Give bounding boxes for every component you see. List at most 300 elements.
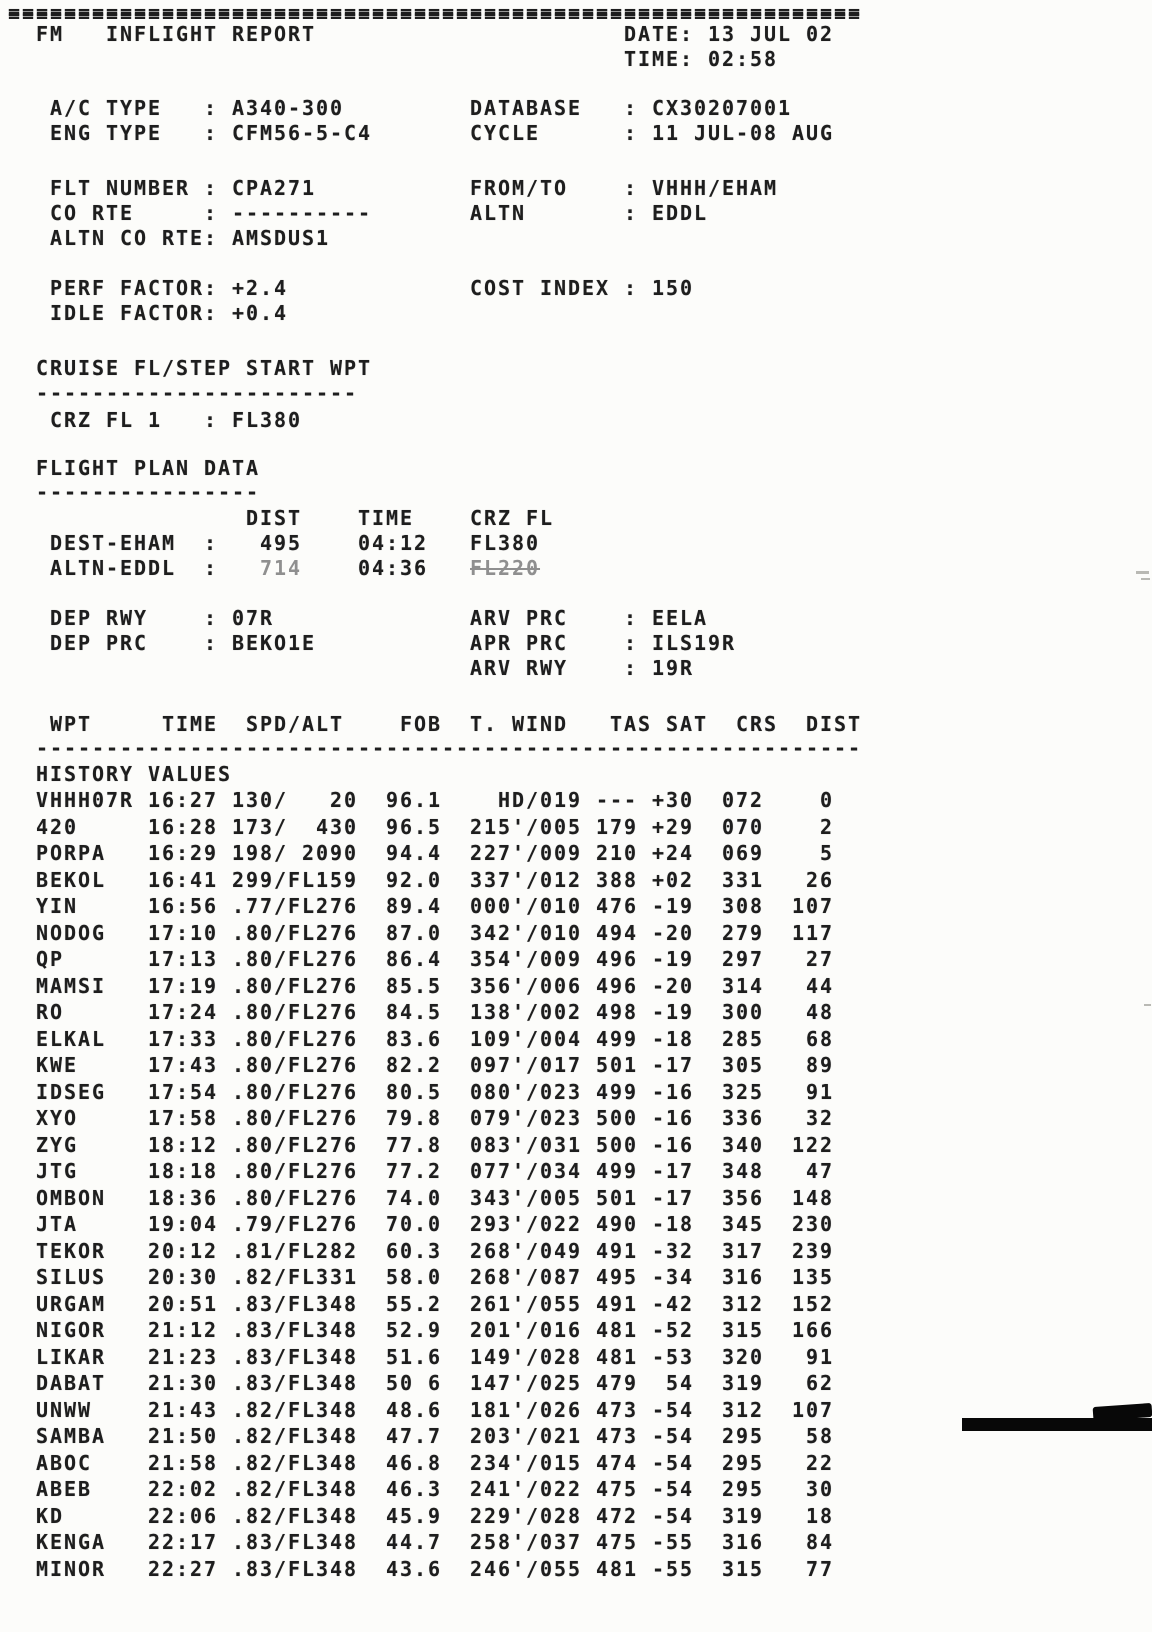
cell-sat: +02 <box>638 867 695 892</box>
cell-time: 20:30 <box>148 1265 219 1289</box>
cell-wind: 083'/031 <box>442 1132 583 1157</box>
cell-dist: 84 <box>764 1530 835 1554</box>
cell-tas: 491 <box>582 1238 639 1263</box>
cell-sat: -42 <box>638 1291 695 1316</box>
cell-wind: 261'/055 <box>442 1291 583 1316</box>
top-rule: ============================================================= <box>8 0 863 24</box>
cell-crs: 069 <box>694 841 765 865</box>
cell-time: 17:19 <box>148 973 219 998</box>
waypoint-row <box>0 1186 1152 1213</box>
cell-spdalt: 130/ 20 <box>218 788 359 812</box>
cell-wpt: PORPA <box>36 841 107 865</box>
print-line <box>0 96 1152 121</box>
cell-time: 22:06 <box>148 1503 219 1528</box>
cell-sat: -54 <box>638 1477 695 1501</box>
cell-sat: -16 <box>638 1106 695 1130</box>
print-line <box>0 276 1152 301</box>
cell-wpt: KWE <box>36 1053 79 1077</box>
print-line <box>0 456 1152 481</box>
cell-fob: 85.5 <box>358 973 443 998</box>
cell-spdalt: .82/FL331 <box>218 1265 359 1289</box>
cell-spdalt: .80/FL276 <box>218 920 359 945</box>
cell-tas: 496 <box>582 973 639 998</box>
cell-sat: -17 <box>638 1185 695 1210</box>
cell-time: 21:43 <box>148 1397 219 1422</box>
date-label: DATE: <box>624 22 695 46</box>
identification-right-param: DATABASE : CX30207001 <box>470 96 793 120</box>
cell-spdalt: .80/FL276 <box>218 947 359 971</box>
flight-plan-heading: FLIGHT PLAN DATA <box>36 456 261 480</box>
cell-crs: 348 <box>694 1159 765 1183</box>
wpt-table-col-sat: SAT <box>666 712 709 736</box>
cell-wind: 246'/055 <box>442 1556 583 1581</box>
cell-spdalt: .82/FL348 <box>218 1477 359 1501</box>
cell-fob: 92.0 <box>358 867 443 892</box>
cell-time: 18:36 <box>148 1185 219 1210</box>
cell-wind: 343'/005 <box>442 1185 583 1210</box>
fp-time: 04:12 <box>358 531 429 555</box>
waypoint-row <box>0 1504 1152 1531</box>
factors-right-param: COST INDEX : 150 <box>470 276 695 300</box>
cell-sat: -19 <box>638 894 695 918</box>
cell-dist: 122 <box>764 1132 835 1157</box>
cell-dist: 18 <box>764 1503 835 1528</box>
cell-dist: 135 <box>764 1265 835 1289</box>
runways-right-param: APR PRC : ILS19R <box>470 631 737 655</box>
cell-sat: -16 <box>638 1079 695 1104</box>
fp-label: DEST-EHAM : <box>50 531 219 555</box>
cell-dist: 22 <box>764 1450 835 1475</box>
cell-sat: +30 <box>638 788 695 812</box>
route-right-param: FROM/TO : VHHH/EHAM <box>470 176 779 200</box>
cell-crs: 315 <box>694 1556 765 1581</box>
cell-wpt: ZYG <box>36 1132 79 1157</box>
cell-tas: 499 <box>582 1026 639 1051</box>
cell-sat: -17 <box>638 1053 695 1077</box>
cell-fob: 58.0 <box>358 1265 443 1289</box>
cell-wpt: RO <box>36 1000 65 1024</box>
cell-time: 16:41 <box>148 867 219 892</box>
waypoint-row <box>0 1212 1152 1239</box>
date-value: 13 JUL 02 <box>708 22 835 46</box>
cell-time: 21:23 <box>148 1344 219 1369</box>
cell-wind: 268'/087 <box>442 1265 583 1289</box>
cell-tas: 473 <box>582 1424 639 1448</box>
cell-spdalt: .83/FL348 <box>218 1318 359 1342</box>
cell-tas: 496 <box>582 947 639 971</box>
print-line <box>0 47 1152 72</box>
cell-crs: 340 <box>694 1132 765 1157</box>
cell-spdalt: .80/FL276 <box>218 1000 359 1024</box>
waypoint-row <box>0 1424 1152 1451</box>
cell-time: 21:58 <box>148 1450 219 1475</box>
cell-wpt: NODOG <box>36 920 107 945</box>
cell-fob: 77.8 <box>358 1132 443 1157</box>
cell-wind: 241'/022 <box>442 1477 583 1501</box>
fp-dist: 495 <box>232 531 303 555</box>
waypoint-row <box>0 1477 1152 1504</box>
cell-fob: 45.9 <box>358 1503 443 1528</box>
cell-wpt: UNWW <box>36 1397 93 1422</box>
cell-fob: 43.6 <box>358 1556 443 1581</box>
cell-tas: 499 <box>582 1079 639 1104</box>
cell-wind: 109'/004 <box>442 1026 583 1051</box>
cell-fob: 47.7 <box>358 1424 443 1448</box>
cruise-param: CRZ FL 1 : FL380 <box>50 408 303 432</box>
cell-crs: 345 <box>694 1212 765 1236</box>
runways-left-param: DEP RWY : 07R <box>50 606 275 630</box>
cell-spdalt: .83/FL348 <box>218 1344 359 1369</box>
cell-dist: 152 <box>764 1291 835 1316</box>
cell-spdalt: .83/FL348 <box>218 1530 359 1554</box>
cell-dist: 48 <box>764 1000 835 1024</box>
cell-dist: 32 <box>764 1106 835 1130</box>
cell-wind: 356'/006 <box>442 973 583 998</box>
cell-time: 22:27 <box>148 1556 219 1581</box>
cell-wpt: SILUS <box>36 1265 107 1289</box>
cell-fob: 80.5 <box>358 1079 443 1104</box>
cell-fob: 89.4 <box>358 894 443 918</box>
cell-crs: 325 <box>694 1079 765 1104</box>
cell-time: 16:29 <box>148 841 219 865</box>
fp-label: ALTN-EDDL : <box>50 556 219 580</box>
cell-spdalt: .83/FL348 <box>218 1291 359 1316</box>
cell-spdalt: .80/FL276 <box>218 1053 359 1077</box>
cell-crs: 312 <box>694 1397 765 1422</box>
cell-fob: 52.9 <box>358 1318 443 1342</box>
factors-left-param: PERF FACTOR: +2.4 <box>50 276 289 300</box>
cell-crs: 297 <box>694 947 765 971</box>
route-left-param: CO RTE : ---------- <box>50 201 373 225</box>
cell-time: 17:43 <box>148 1053 219 1077</box>
cell-tas: 501 <box>582 1185 639 1210</box>
cell-tas: 495 <box>582 1265 639 1289</box>
cell-dist: 47 <box>764 1159 835 1183</box>
flight-plan-rule: ---------------- <box>36 480 261 504</box>
cell-tas: 388 <box>582 867 639 892</box>
cell-time: 16:56 <box>148 894 219 918</box>
cell-dist: 91 <box>764 1079 835 1104</box>
waypoint-row <box>0 1451 1152 1478</box>
cell-sat: 54 <box>638 1371 695 1395</box>
cell-tas: 494 <box>582 920 639 945</box>
cell-spdalt: .79/FL276 <box>218 1212 359 1236</box>
cell-wind: HD/019 <box>442 788 583 812</box>
cell-wpt: IDSEG <box>36 1079 107 1104</box>
cell-spdalt: .83/FL348 <box>218 1556 359 1581</box>
cell-sat: -54 <box>638 1503 695 1528</box>
cell-wpt: JTA <box>36 1212 79 1236</box>
col-time: TIME <box>358 506 415 530</box>
page-title: INFLIGHT REPORT <box>106 22 317 46</box>
cell-spdalt: .82/FL348 <box>218 1397 359 1422</box>
fp-crzfl: FL220 <box>470 556 541 580</box>
print-line <box>0 606 1152 631</box>
cell-tas: 498 <box>582 1000 639 1024</box>
cell-wind: 097'/017 <box>442 1053 583 1077</box>
cell-crs: 315 <box>694 1318 765 1342</box>
cell-crs: 316 <box>694 1530 765 1554</box>
cell-time: 17:13 <box>148 947 219 971</box>
cell-tas: 473 <box>582 1397 639 1422</box>
cell-fob: 86.4 <box>358 947 443 971</box>
cell-fob: 94.4 <box>358 841 443 865</box>
cell-sat: -55 <box>638 1556 695 1581</box>
cell-tas: 476 <box>582 894 639 918</box>
cell-dist: 107 <box>764 894 835 918</box>
cell-dist: 239 <box>764 1238 835 1263</box>
cell-crs: 316 <box>694 1265 765 1289</box>
identification-left-param: A/C TYPE : A340-300 <box>50 96 345 120</box>
waypoint-row <box>0 921 1152 948</box>
cell-dist: 44 <box>764 973 835 998</box>
cell-wind: 080'/023 <box>442 1079 583 1104</box>
waypoint-row <box>0 1106 1152 1133</box>
col-crzfl: CRZ FL <box>470 506 555 530</box>
cell-spdalt: .80/FL276 <box>218 1106 359 1130</box>
cell-sat: -54 <box>638 1397 695 1422</box>
cell-wind: 077'/034 <box>442 1159 583 1183</box>
cell-fob: 96.1 <box>358 788 443 812</box>
cell-dist: 58 <box>764 1424 835 1448</box>
waypoint-row <box>0 1345 1152 1372</box>
wpt-table-col-tas: TAS <box>610 712 653 736</box>
waypoint-row <box>0 974 1152 1001</box>
time-value: 02:58 <box>708 47 779 71</box>
cell-sat: -54 <box>638 1450 695 1475</box>
cell-spdalt: .80/FL276 <box>218 973 359 998</box>
waypoint-row <box>0 788 1152 815</box>
cell-spdalt: 299/FL159 <box>218 867 359 892</box>
cell-fob: 74.0 <box>358 1185 443 1210</box>
route-right-param: ALTN : EDDL <box>470 201 709 225</box>
print-line <box>0 226 1152 251</box>
cell-tas: 490 <box>582 1212 639 1236</box>
cell-fob: 44.7 <box>358 1530 443 1554</box>
cell-sat: -16 <box>638 1132 695 1157</box>
waypoint-row <box>0 841 1152 868</box>
cell-tas: 475 <box>582 1477 639 1501</box>
waypoint-row <box>0 1398 1152 1425</box>
cell-crs: 331 <box>694 867 765 892</box>
waypoint-row <box>0 894 1152 921</box>
cell-spdalt: .80/FL276 <box>218 1026 359 1051</box>
cell-wind: 229'/028 <box>442 1503 583 1528</box>
cell-wind: 227'/009 <box>442 841 583 865</box>
cell-crs: 336 <box>694 1106 765 1130</box>
waypoint-row <box>0 1371 1152 1398</box>
cell-wind: 354'/009 <box>442 947 583 971</box>
cell-fob: 51.6 <box>358 1344 443 1369</box>
cell-fob: 70.0 <box>358 1212 443 1236</box>
cell-wpt: 420 <box>36 814 79 839</box>
fp-dist: 714 <box>232 556 303 580</box>
waypoint-row <box>0 868 1152 895</box>
cell-crs: 312 <box>694 1291 765 1316</box>
cell-time: 17:33 <box>148 1026 219 1051</box>
cell-sat: -54 <box>638 1424 695 1448</box>
cell-spdalt: .82/FL348 <box>218 1503 359 1528</box>
print-line <box>0 22 1152 47</box>
waypoint-row <box>0 1557 1152 1584</box>
cell-dist: 166 <box>764 1318 835 1342</box>
factors-left-param: IDLE FACTOR: +0.4 <box>50 301 289 325</box>
cell-wpt: JTG <box>36 1159 79 1183</box>
print-line <box>0 631 1152 656</box>
cell-tas: 479 <box>582 1371 639 1395</box>
cell-time: 18:18 <box>148 1159 219 1183</box>
cell-time: 18:12 <box>148 1132 219 1157</box>
cell-crs: 285 <box>694 1026 765 1051</box>
history-values-label: HISTORY VALUES <box>36 762 233 786</box>
cell-wpt: SAMBA <box>36 1424 107 1448</box>
cell-dist: 107 <box>764 1397 835 1422</box>
cell-wind: 138'/002 <box>442 1000 583 1024</box>
cell-wpt: YIN <box>36 894 79 918</box>
cell-sat: -32 <box>638 1238 695 1263</box>
cell-wpt: KENGA <box>36 1530 107 1554</box>
print-line <box>0 506 1152 531</box>
print-line <box>0 736 1152 761</box>
cell-wind: 000'/010 <box>442 894 583 918</box>
identification-left-param: ENG TYPE : CFM56-5-C4 <box>50 121 373 145</box>
cell-sat: -52 <box>638 1318 695 1342</box>
print-line <box>0 121 1152 146</box>
wpt-table-col-fob: FOB <box>400 712 443 736</box>
cell-dist: 230 <box>764 1212 835 1236</box>
cell-crs: 300 <box>694 1000 765 1024</box>
wpt-table-col-spdalt: SPD/ALT <box>246 712 345 736</box>
cell-wind: 258'/037 <box>442 1530 583 1554</box>
fp-time: 04:36 <box>358 556 429 580</box>
waypoint-row <box>0 1239 1152 1266</box>
print-line <box>0 201 1152 226</box>
cell-time: 21:50 <box>148 1424 219 1448</box>
print-line <box>0 381 1152 406</box>
cell-fob: 84.5 <box>358 1000 443 1024</box>
cell-tas: 501 <box>582 1053 639 1077</box>
cell-crs: 295 <box>694 1477 765 1501</box>
cell-sat: -18 <box>638 1026 695 1051</box>
runways-left-param: DEP PRC : BEKO1E <box>50 631 317 655</box>
identification-right-param: CYCLE : 11 JUL-08 AUG <box>470 121 835 145</box>
wpt-table-col-wpt: WPT <box>50 712 93 736</box>
cell-tas: 500 <box>582 1106 639 1130</box>
print-line <box>0 301 1152 326</box>
cell-dist: 89 <box>764 1053 835 1077</box>
cell-dist: 30 <box>764 1477 835 1501</box>
wpt-table-col-twind: T. WIND <box>470 712 569 736</box>
waypoint-row <box>0 1133 1152 1160</box>
cell-wpt: TEKOR <box>36 1238 107 1263</box>
cell-spdalt: .83/FL348 <box>218 1371 359 1395</box>
cell-dist: 68 <box>764 1026 835 1051</box>
cell-wpt: XYO <box>36 1106 79 1130</box>
waypoint-row <box>0 1265 1152 1292</box>
cell-crs: 317 <box>694 1238 765 1263</box>
cell-tas: --- <box>582 788 639 812</box>
cell-spdalt: 173/ 430 <box>218 814 359 839</box>
cell-wpt: QP <box>36 947 65 971</box>
cell-dist: 77 <box>764 1556 835 1581</box>
cell-wind: 234'/015 <box>442 1450 583 1475</box>
cell-fob: 77.2 <box>358 1159 443 1183</box>
cell-sat: -20 <box>638 973 695 998</box>
cell-sat: -53 <box>638 1344 695 1369</box>
cell-tas: 472 <box>582 1503 639 1528</box>
cell-wind: 293'/022 <box>442 1212 583 1236</box>
cell-wpt: ABEB <box>36 1477 93 1501</box>
cell-time: 22:02 <box>148 1477 219 1501</box>
cell-spdalt: .80/FL276 <box>218 1185 359 1210</box>
cell-spdalt: .82/FL348 <box>218 1424 359 1448</box>
cell-crs: 320 <box>694 1344 765 1369</box>
waypoint-row <box>0 1292 1152 1319</box>
cell-time: 20:12 <box>148 1238 219 1263</box>
print-line <box>0 656 1152 681</box>
cell-spdalt: .80/FL276 <box>218 1159 359 1183</box>
cell-wpt: MINOR <box>36 1556 107 1581</box>
cell-dist: 5 <box>764 841 835 865</box>
cell-time: 17:24 <box>148 1000 219 1024</box>
col-dist: DIST <box>246 506 303 530</box>
cell-wpt: BEKOL <box>36 867 107 892</box>
cell-wpt: ABOC <box>36 1450 93 1475</box>
cell-wind: 342'/010 <box>442 920 583 945</box>
cell-sat: -20 <box>638 920 695 945</box>
wpt-table-col-dist: DIST <box>806 712 863 736</box>
cell-tas: 475 <box>582 1530 639 1554</box>
cell-fob: 79.8 <box>358 1106 443 1130</box>
cell-crs: 308 <box>694 894 765 918</box>
cell-sat: -34 <box>638 1265 695 1289</box>
fp-crzfl: FL380 <box>470 531 541 555</box>
cell-wpt: MAMSI <box>36 973 107 998</box>
route-left-param: ALTN CO RTE: AMSDUS1 <box>50 226 331 250</box>
cell-crs: 072 <box>694 788 765 812</box>
cell-spdalt: .80/FL276 <box>218 1079 359 1104</box>
cell-fob: 48.6 <box>358 1397 443 1422</box>
cell-sat: -18 <box>638 1212 695 1236</box>
cell-fob: 46.8 <box>358 1450 443 1475</box>
cell-tas: 481 <box>582 1344 639 1369</box>
cell-wpt: VHHH07R <box>36 788 135 812</box>
cell-sat: -19 <box>638 1000 695 1024</box>
cell-crs: 305 <box>694 1053 765 1077</box>
cell-fob: 55.2 <box>358 1291 443 1316</box>
cell-crs: 295 <box>694 1424 765 1448</box>
cell-spdalt: .77/FL276 <box>218 894 359 918</box>
cell-spdalt: .80/FL276 <box>218 1132 359 1157</box>
cell-wpt: ELKAL <box>36 1026 107 1051</box>
wpt-table-col-time: TIME <box>162 712 219 736</box>
cell-wind: 201'/016 <box>442 1318 583 1342</box>
wpt-table-col-crs: CRS <box>736 712 779 736</box>
cell-fob: 82.2 <box>358 1053 443 1077</box>
cell-wpt: URGAM <box>36 1291 107 1316</box>
cell-wind: 181'/026 <box>442 1397 583 1422</box>
cell-time: 19:04 <box>148 1212 219 1236</box>
cell-time: 17:10 <box>148 920 219 945</box>
cell-dist: 62 <box>764 1371 835 1395</box>
cell-sat: -55 <box>638 1530 695 1554</box>
cell-crs: 319 <box>694 1503 765 1528</box>
cell-time: 22:17 <box>148 1530 219 1554</box>
cell-fob: 83.6 <box>358 1026 443 1051</box>
cell-wind: 203'/021 <box>442 1424 583 1448</box>
runways-right-param: ARV PRC : EELA <box>470 606 709 630</box>
waypoint-row <box>0 815 1152 842</box>
